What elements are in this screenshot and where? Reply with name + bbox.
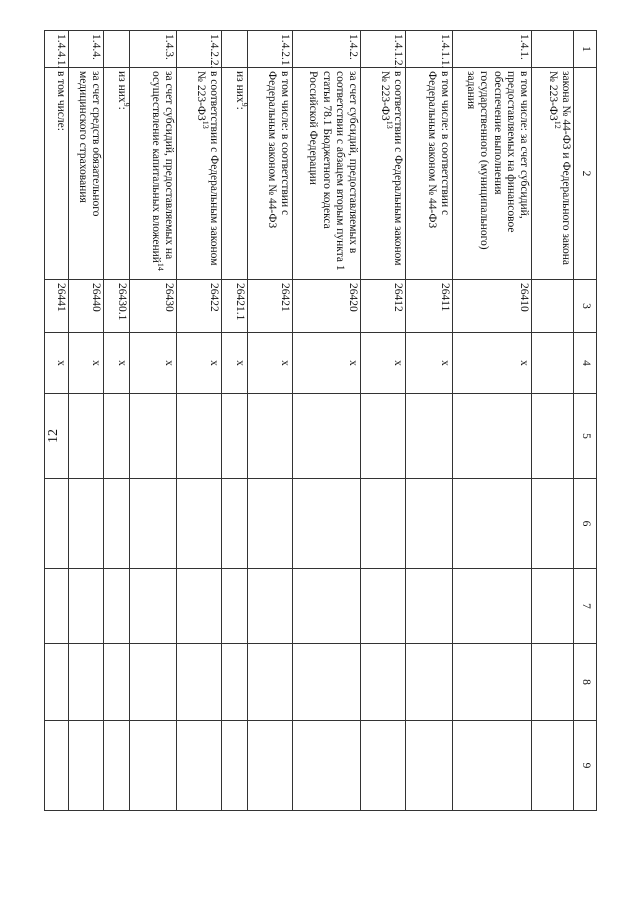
empty-cell bbox=[406, 479, 453, 569]
empty-cell bbox=[104, 479, 130, 569]
empty-cell bbox=[406, 394, 453, 479]
row-name-cell bbox=[361, 68, 406, 280]
empty-cell bbox=[45, 644, 69, 721]
row-code-cell: 26420 bbox=[293, 280, 361, 333]
empty-cell bbox=[361, 644, 406, 721]
header-cell: 9 bbox=[574, 721, 597, 811]
row-name-suffix: : bbox=[116, 106, 128, 110]
empty-cell bbox=[453, 569, 532, 644]
empty-cell bbox=[222, 569, 248, 644]
empty-cell bbox=[453, 721, 532, 811]
empty-cell bbox=[45, 479, 69, 569]
row-name-cell bbox=[248, 68, 293, 280]
empty-cell bbox=[361, 569, 406, 644]
empty-cell bbox=[130, 394, 177, 479]
empty-cell bbox=[532, 394, 574, 479]
empty-cell bbox=[130, 479, 177, 569]
header-cell: 2 bbox=[574, 68, 597, 280]
empty-cell bbox=[453, 479, 532, 569]
row-number-cell: 1.4.2.1 bbox=[248, 31, 293, 68]
empty-cell bbox=[248, 479, 293, 569]
row-code-cell: 26422 bbox=[177, 280, 222, 333]
row-name-cell bbox=[222, 68, 248, 280]
empty-cell bbox=[130, 569, 177, 644]
row-name-cell bbox=[45, 68, 69, 280]
empty-cell bbox=[406, 644, 453, 721]
table-row bbox=[361, 31, 406, 811]
table-row bbox=[45, 31, 69, 811]
table-row bbox=[177, 31, 222, 811]
empty-cell bbox=[293, 644, 361, 721]
row-number-cell: 1.4.2.2. bbox=[177, 31, 222, 68]
row-name-suffix: : bbox=[234, 106, 246, 110]
header-cell: 4 bbox=[574, 333, 597, 394]
row-number-cell: 1.4.1.1. bbox=[406, 31, 453, 68]
row-mark-cell bbox=[532, 333, 574, 394]
row-mark-cell: x bbox=[248, 333, 293, 394]
empty-cell bbox=[361, 479, 406, 569]
row-name-cell bbox=[532, 68, 574, 280]
row-name-text: за счет средств обязательного медицинского страхования bbox=[76, 71, 102, 217]
footnote-reference: 9 bbox=[121, 102, 131, 107]
row-mark-cell: x bbox=[104, 333, 130, 394]
row-mark-cell: x bbox=[293, 333, 361, 394]
empty-cell bbox=[248, 394, 293, 479]
row-name-text: в том числе: в соответствии с Федеральным законом № 44-ФЗ bbox=[265, 71, 291, 229]
empty-cell bbox=[293, 479, 361, 569]
row-number-cell: 1.4.4. bbox=[69, 31, 104, 68]
empty-cell bbox=[293, 721, 361, 811]
row-name-text: из них bbox=[116, 71, 128, 103]
row-name-text: из них bbox=[234, 71, 246, 103]
row-name-text: в том числе: за счет субсидий, предоставляемых на финансовое обеспечение выполнения государственного (муниципального) задания bbox=[465, 71, 530, 250]
header-cell: 7 bbox=[574, 569, 597, 644]
empty-cell bbox=[177, 394, 222, 479]
empty-cell bbox=[361, 394, 406, 479]
empty-cell bbox=[69, 721, 104, 811]
table-row bbox=[406, 31, 453, 811]
empty-cell bbox=[130, 721, 177, 811]
empty-cell bbox=[361, 721, 406, 811]
data-table bbox=[44, 30, 597, 811]
empty-cell bbox=[177, 721, 222, 811]
table-row bbox=[453, 31, 532, 811]
row-code-cell: 26411 bbox=[406, 280, 453, 333]
row-name-cell bbox=[69, 68, 104, 280]
empty-cell bbox=[69, 394, 104, 479]
empty-cell bbox=[177, 479, 222, 569]
table-row bbox=[130, 31, 177, 811]
empty-cell bbox=[406, 569, 453, 644]
row-mark-cell: x bbox=[69, 333, 104, 394]
row-mark-cell: x bbox=[177, 333, 222, 394]
row-code-cell: 26440 bbox=[69, 280, 104, 333]
empty-cell bbox=[293, 394, 361, 479]
row-number-cell bbox=[104, 31, 130, 68]
table-row bbox=[104, 31, 130, 811]
empty-cell bbox=[222, 479, 248, 569]
row-mark-cell: x bbox=[45, 333, 69, 394]
header-cell: 8 bbox=[574, 644, 597, 721]
empty-cell bbox=[222, 721, 248, 811]
empty-cell bbox=[45, 394, 69, 479]
row-mark-cell: x bbox=[453, 333, 532, 394]
footnote-reference: 13 bbox=[384, 120, 394, 129]
footnote-reference: 9 bbox=[239, 102, 249, 107]
empty-cell bbox=[104, 721, 130, 811]
row-name-cell bbox=[130, 68, 177, 280]
empty-cell bbox=[104, 394, 130, 479]
row-name-text: в том числе: в соответствии с Федеральным законом № 44-ФЗ bbox=[425, 71, 451, 229]
row-number-cell: 1.4.1. bbox=[453, 31, 532, 68]
footnote-reference: 13 bbox=[200, 120, 210, 129]
empty-cell bbox=[453, 644, 532, 721]
empty-cell bbox=[248, 644, 293, 721]
row-number-cell: 1.4.2. bbox=[293, 31, 361, 68]
empty-cell bbox=[69, 644, 104, 721]
row-name-text: за счет субсидий, предоставляемых на осуществление капитальных вложений bbox=[149, 71, 175, 263]
header-cell: 3 bbox=[574, 280, 597, 333]
table-row bbox=[69, 31, 104, 811]
row-mark-cell: x bbox=[130, 333, 177, 394]
table-header-row bbox=[574, 31, 597, 811]
empty-cell bbox=[406, 721, 453, 811]
table-row bbox=[532, 31, 574, 811]
empty-cell bbox=[532, 479, 574, 569]
row-name-text: закона № 44-ФЗ и Федерального закона № 223-ФЗ bbox=[546, 71, 572, 266]
row-code-cell: 26421 bbox=[248, 280, 293, 333]
row-name-text: в соответствии с Федеральным законом № 223-ФЗ bbox=[194, 71, 220, 266]
empty-cell bbox=[177, 569, 222, 644]
row-number-cell bbox=[222, 31, 248, 68]
empty-cell bbox=[45, 569, 69, 644]
empty-cell bbox=[532, 721, 574, 811]
table-row bbox=[248, 31, 293, 811]
empty-cell bbox=[248, 721, 293, 811]
row-name-cell bbox=[406, 68, 453, 280]
row-number-cell: 1.4.1.2. bbox=[361, 31, 406, 68]
row-name-text: за счет субсидий, предоставляемых в соответствии с абзацем вторым пункта 1 статьи 78.1 Бюджетного кодекса Российской Федерации bbox=[307, 71, 359, 271]
empty-cell bbox=[248, 569, 293, 644]
empty-cell bbox=[293, 569, 361, 644]
header-cell: 1 bbox=[574, 31, 597, 68]
header-cell: 5 bbox=[574, 394, 597, 479]
empty-cell bbox=[69, 479, 104, 569]
row-code-cell: 26430.1 bbox=[104, 280, 130, 333]
page-number: 12 bbox=[46, 429, 61, 443]
row-code-cell: 26410 bbox=[453, 280, 532, 333]
empty-cell bbox=[532, 569, 574, 644]
row-name-text: в том числе: bbox=[55, 71, 67, 131]
row-code-cell: 26421.1 bbox=[222, 280, 248, 333]
row-code-cell: 26430 bbox=[130, 280, 177, 333]
row-name-cell bbox=[293, 68, 361, 280]
empty-cell bbox=[45, 721, 69, 811]
footnote-reference: 14 bbox=[155, 262, 165, 271]
row-name-cell bbox=[104, 68, 130, 280]
row-name-cell bbox=[453, 68, 532, 280]
empty-cell bbox=[69, 569, 104, 644]
row-name-cell bbox=[177, 68, 222, 280]
table-row bbox=[293, 31, 361, 811]
row-name-text: в соответствии с Федеральным законом № 223-ФЗ bbox=[378, 71, 404, 266]
row-mark-cell: x bbox=[361, 333, 406, 394]
empty-cell bbox=[130, 644, 177, 721]
row-number-cell bbox=[532, 31, 574, 68]
empty-cell bbox=[222, 644, 248, 721]
table-row bbox=[222, 31, 248, 811]
header-cell: 6 bbox=[574, 479, 597, 569]
row-number-cell: 1.4.3. bbox=[130, 31, 177, 68]
row-code-cell bbox=[532, 280, 574, 333]
empty-cell bbox=[177, 644, 222, 721]
row-number-cell: 1.4.4.1. bbox=[45, 31, 69, 68]
rotated-table-container bbox=[55, 30, 597, 810]
footnote-reference: 12 bbox=[552, 120, 562, 129]
row-code-cell: 26412 bbox=[361, 280, 406, 333]
empty-cell bbox=[104, 569, 130, 644]
empty-cell bbox=[532, 644, 574, 721]
row-mark-cell: x bbox=[222, 333, 248, 394]
empty-cell bbox=[104, 644, 130, 721]
empty-cell bbox=[453, 394, 532, 479]
row-code-cell: 26441 bbox=[45, 280, 69, 333]
empty-cell bbox=[222, 394, 248, 479]
row-mark-cell: x bbox=[406, 333, 453, 394]
